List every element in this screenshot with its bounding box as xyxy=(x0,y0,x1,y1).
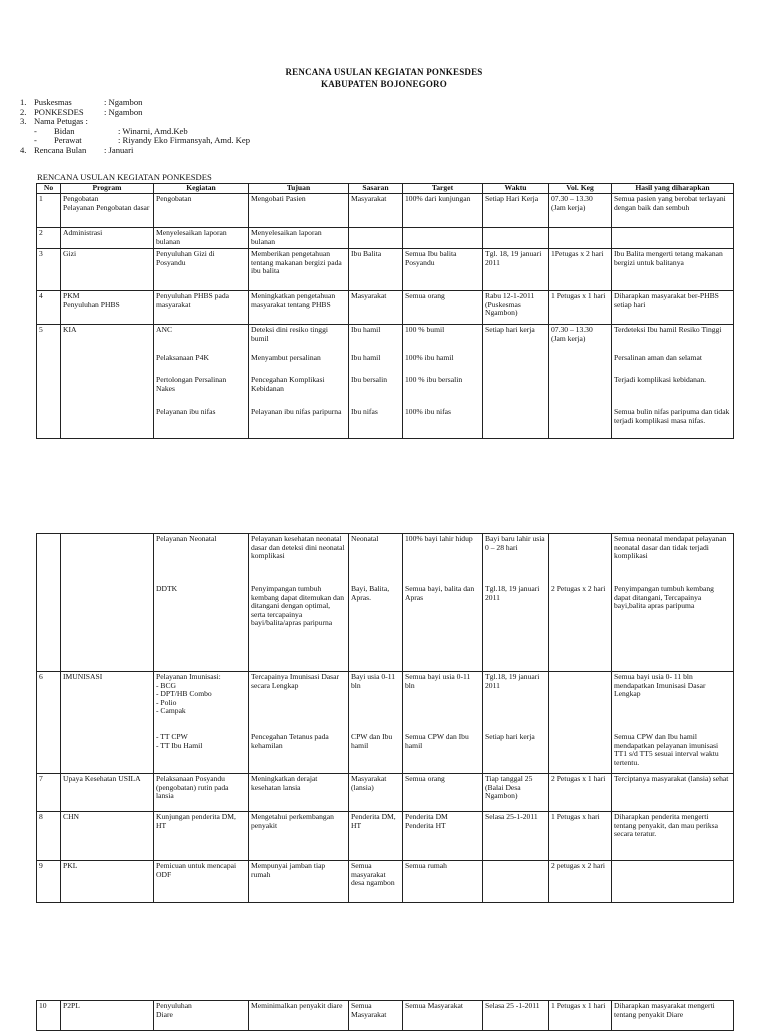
header-kegiatan: Kegiatan xyxy=(154,184,249,194)
cell-text: CPW dan Ibu hamil xyxy=(351,732,393,750)
cell-target xyxy=(403,672,483,774)
cell-text: Semua orang xyxy=(405,774,445,783)
cell-tujuan xyxy=(249,291,349,325)
cell-program xyxy=(61,534,154,672)
header-no: No xyxy=(37,184,61,194)
cell-hasil xyxy=(612,291,734,325)
cell-text: - DPT/HB Combo xyxy=(156,689,212,699)
cell-text: 100% ibu hamil xyxy=(405,353,454,362)
cell-text: - Campak xyxy=(156,706,186,716)
cell-no xyxy=(37,249,61,291)
cell-text: Penyuluhan xyxy=(156,1001,192,1010)
cell-vol xyxy=(549,534,612,672)
cell-text: Ibu bersalin xyxy=(351,375,388,384)
cell-text: Penyuluhan PHBS xyxy=(63,299,120,309)
cell-text: Penyuluhan Gizi di Posyandu xyxy=(156,249,215,267)
header-vol: Vol. Keg xyxy=(549,184,612,194)
cell-sasaran xyxy=(349,194,403,228)
cell-tujuan xyxy=(249,325,349,439)
cell-hasil xyxy=(612,861,734,903)
table-row xyxy=(37,1001,734,1031)
cell-text: Semua CPW dan Ibu hamil mendapatkan pelayanan imunisasi TT1 s/d TT5 sesuai interval waktu tertentu. xyxy=(614,732,719,767)
cell-waktu xyxy=(483,812,549,861)
cell-vol xyxy=(549,861,612,903)
cell-program xyxy=(61,1001,154,1031)
cell-text: Semua bayi usia 0-11 bln xyxy=(405,672,471,690)
cell-hasil xyxy=(612,228,734,249)
cell-text: Administrasi xyxy=(63,228,103,237)
cell-text: Ibu hamil xyxy=(351,353,381,362)
cell-waktu xyxy=(483,228,549,249)
cell-text: Semua bayi usia 0- 11 bln mendapatkan Imunisasi Dasar Lengkap xyxy=(614,672,706,699)
cell-program xyxy=(61,194,154,228)
cell-sasaran xyxy=(349,861,403,903)
title-line-1: RENCANA USULAN KEGIATAN PONKESDES xyxy=(285,67,483,77)
cell-text: PKL xyxy=(63,861,78,870)
cell-text: 2 petugas x 2 hari xyxy=(551,861,605,870)
cell-text: Masyarakat xyxy=(351,194,387,203)
cell-text: Masyarakat xyxy=(351,291,387,300)
cell-kegiatan xyxy=(154,812,249,861)
cell-text: Setiap Hari Kerja xyxy=(485,194,539,203)
cell-text: Mempunyai jamban tiap rumah xyxy=(251,861,326,879)
cell-text: Meminimalkan penyakit diare xyxy=(251,1001,343,1010)
cell-text: 1 Petugas x 1 hari xyxy=(551,1001,606,1010)
cell-text: Deteksi dini resiko tinggi bumil xyxy=(251,325,328,343)
cell-text: 8 xyxy=(39,812,43,821)
cell-text: Memberikan pengetahuan tentang makanan bergizi pada ibu balita xyxy=(251,249,342,276)
cell-text: 2 Petugas x 1 hari xyxy=(551,774,606,783)
cell-vol xyxy=(549,291,612,325)
cell-text: Semua bulin nifas paripuma dan tidak terjadi komplikasi masa nifas. xyxy=(614,407,730,425)
cell-vol xyxy=(549,812,612,861)
cell-text: 7 xyxy=(39,774,43,783)
cell-text: Semua Ibu balita Posyandu xyxy=(405,249,457,267)
cell-program xyxy=(61,774,154,812)
cell-text: Bayi baru lahir usia 0 – 28 hari xyxy=(485,534,545,552)
cell-sasaran xyxy=(349,228,403,249)
cell-text: Upaya Kesehatan USILA xyxy=(63,774,141,783)
cell-waktu xyxy=(483,774,549,812)
cell-target xyxy=(403,1001,483,1031)
cell-waktu xyxy=(483,249,549,291)
cell-text: Penyuluhan PHBS pada masyarakat xyxy=(156,291,229,309)
table-row xyxy=(37,812,734,861)
cell-vol xyxy=(549,194,612,228)
header-waktu: Waktu xyxy=(483,184,549,194)
cell-text: Pengobatan xyxy=(63,194,99,203)
cell-text: Masyarakat (lansia) xyxy=(351,774,387,792)
cell-waktu xyxy=(483,291,549,325)
cell-vol xyxy=(549,325,612,439)
cell-text: Selasa 25-1-2011 xyxy=(485,812,538,821)
info-petugas-row: - Bidan : Winarni, Amd.Keb xyxy=(34,125,188,136)
cell-text: Tercapainya Imunisasi Dasar secara Lengkap xyxy=(251,672,340,690)
cell-text: 07.30 – 13.30 (Jam kerja) xyxy=(551,194,593,212)
cell-kegiatan xyxy=(154,672,249,774)
info-block xyxy=(20,98,250,155)
cell-text: 4 xyxy=(39,291,43,300)
cell-text: Diare xyxy=(156,1009,173,1019)
cell-text: 1 xyxy=(39,194,43,203)
cell-text: Semua masyarakat desa ngambon xyxy=(351,861,395,888)
cell-text: Menyambut persalinan xyxy=(251,353,321,362)
activity-table-part-2 xyxy=(36,533,734,903)
cell-text: PKM xyxy=(63,291,80,300)
cell-text: Bayi, Balita, Apras. xyxy=(351,584,390,602)
cell-text: Pencegahan Tetanus pada kehamilan xyxy=(251,732,329,750)
cell-text: Ibu Balita mengerti tetang makanan bergizi untuk balitanya xyxy=(614,249,723,267)
cell-tujuan xyxy=(249,672,349,774)
cell-text: 3 xyxy=(39,249,43,258)
table-row xyxy=(37,228,734,249)
cell-text: 1 Petugas x 1 hari xyxy=(551,291,606,300)
cell-text: P2PL xyxy=(63,1001,80,1010)
cell-no xyxy=(37,194,61,228)
cell-text: KIA xyxy=(63,325,77,334)
cell-target xyxy=(403,325,483,439)
cell-program xyxy=(61,325,154,439)
cell-hasil xyxy=(612,534,734,672)
cell-text: Semua orang xyxy=(405,291,445,300)
cell-vol xyxy=(549,228,612,249)
info-petugas-row: - Perawat : Riyandy Eko Firmansyah, Amd. Kep xyxy=(34,135,250,145)
cell-hasil xyxy=(612,812,734,861)
table-row xyxy=(37,194,734,228)
table-row xyxy=(37,534,734,672)
cell-text: Penderita HT xyxy=(405,820,446,830)
cell-text: 1 Petugas x hari xyxy=(551,812,600,821)
cell-text: 1Petugas x 2 hari xyxy=(551,249,604,258)
cell-text: 5 xyxy=(39,325,43,334)
cell-vol xyxy=(549,1001,612,1031)
cell-kegiatan xyxy=(154,861,249,903)
cell-text: 07.30 – 13.30 (Jam kerja) xyxy=(551,325,593,343)
cell-kegiatan xyxy=(154,774,249,812)
table-row xyxy=(37,249,734,291)
cell-text: Tgl.18, 19 januari 2011 xyxy=(485,672,540,690)
cell-sasaran xyxy=(349,534,403,672)
cell-text: Pemicuan untuk mencapai ODF xyxy=(156,861,237,879)
cell-sasaran xyxy=(349,774,403,812)
cell-vol xyxy=(549,774,612,812)
cell-program xyxy=(61,812,154,861)
cell-tujuan xyxy=(249,534,349,672)
header-target: Target xyxy=(403,184,483,194)
cell-text: Semua rumah xyxy=(405,861,447,870)
cell-text: Setiap hari kerja xyxy=(485,732,535,741)
info-row: 2. PONKESDES : Ngambon xyxy=(20,106,143,117)
cell-text: 6 xyxy=(39,672,43,681)
header-program: Program xyxy=(61,184,154,194)
cell-kegiatan xyxy=(154,1001,249,1031)
cell-hasil xyxy=(612,249,734,291)
header-tujuan: Tujuan xyxy=(249,184,349,194)
cell-tujuan xyxy=(249,812,349,861)
cell-text: Menyelesaikan laporan bulanan xyxy=(156,228,227,246)
table-row xyxy=(37,861,734,903)
cell-text: Penderita DM, HT xyxy=(351,812,396,830)
cell-sasaran xyxy=(349,812,403,861)
cell-text: Tgl. 18, 19 januari 2011 xyxy=(485,249,542,267)
cell-text: CHN xyxy=(63,812,80,821)
cell-text: Pelayanan ibu nifas paripurna xyxy=(251,407,342,416)
cell-no xyxy=(37,1001,61,1031)
document-title xyxy=(0,66,768,90)
cell-text: Terciptanya masyarakat (lansia) sehat xyxy=(614,774,729,783)
cell-no xyxy=(37,861,61,903)
cell-text: Ibu nifas xyxy=(351,407,378,416)
cell-text: Pelayanan ibu nifas xyxy=(156,407,216,416)
cell-waktu xyxy=(483,534,549,672)
cell-text: - Polio xyxy=(156,697,177,707)
cell-text: Menyelesaikan laporan bulanan xyxy=(251,228,322,246)
cell-no xyxy=(37,325,61,439)
cell-text: Semua pasien yang berobat terlayani dengan baik dan sembuh xyxy=(614,194,726,212)
activity-table-part-3 xyxy=(36,1000,734,1031)
cell-text: Diharapkan masyarakat mengerti tentang penyakit Diare xyxy=(614,1001,715,1019)
cell-text: Mengetahui perkembangan penyakit xyxy=(251,812,334,830)
cell-kegiatan xyxy=(154,249,249,291)
cell-tujuan xyxy=(249,194,349,228)
cell-text: Rabu 12-1-2011 (Puskesmas Ngambon) xyxy=(485,291,535,318)
cell-text: Diharapkan masyarakat ber-PHBS setiap hari xyxy=(614,291,719,309)
cell-sasaran xyxy=(349,291,403,325)
cell-text: Semua Masyarakat xyxy=(405,1001,463,1010)
header-sasaran: Sasaran xyxy=(349,184,403,194)
cell-text: Pelaksanaan Posyandu (pengobatan) rutin pada lansia xyxy=(156,774,229,801)
cell-text: Terdeteksi Ibu hamil Resiko Tinggi xyxy=(614,325,722,334)
cell-target xyxy=(403,812,483,861)
table-row xyxy=(37,774,734,812)
cell-no xyxy=(37,291,61,325)
cell-target xyxy=(403,249,483,291)
cell-text: Ibu hamil xyxy=(351,325,381,334)
cell-hasil xyxy=(612,1001,734,1031)
cell-text: Gizi xyxy=(63,249,77,258)
table-row xyxy=(37,672,734,774)
table-row xyxy=(37,325,734,439)
cell-target xyxy=(403,774,483,812)
cell-tujuan xyxy=(249,774,349,812)
cell-text: Meningkatkan pengetahuan masyarakat tentang PHBS xyxy=(251,291,336,309)
cell-text: Ibu Balita xyxy=(351,249,382,258)
cell-program xyxy=(61,672,154,774)
cell-text: Semua bayi, balita dan Apras xyxy=(405,584,475,602)
cell-text: Penderita DM xyxy=(405,812,448,821)
cell-hasil xyxy=(612,194,734,228)
cell-waktu xyxy=(483,861,549,903)
cell-tujuan xyxy=(249,228,349,249)
cell-text: 100% bayi lahir hidup xyxy=(405,534,473,543)
cell-tujuan xyxy=(249,1001,349,1031)
cell-program xyxy=(61,249,154,291)
cell-no xyxy=(37,534,61,672)
cell-text: 10 xyxy=(39,1001,47,1010)
cell-text: Semua CPW dan Ibu hamil xyxy=(405,732,469,750)
cell-text: 100% dari kunjungan xyxy=(405,194,471,203)
cell-text: - BCG xyxy=(156,680,177,690)
info-row: 1. Puskesmas : Ngambon xyxy=(20,97,143,107)
info-row: 3. Nama Petugas : xyxy=(20,116,88,126)
cell-target xyxy=(403,228,483,249)
cell-tujuan xyxy=(249,249,349,291)
cell-waktu xyxy=(483,325,549,439)
cell-text: Meningkatkan derajat kesehatan lansia xyxy=(251,774,318,792)
cell-program xyxy=(61,861,154,903)
cell-text: Selasa 25 -1-2011 xyxy=(485,1001,540,1010)
cell-text: Pelayanan Pengobatan dasar xyxy=(63,202,150,212)
cell-text: Tgl.18, 19 januari 2011 xyxy=(485,584,540,602)
cell-program xyxy=(61,228,154,249)
cell-text: Pelayanan Imunisasi: xyxy=(156,672,221,681)
cell-target xyxy=(403,534,483,672)
cell-text: ANC xyxy=(156,325,173,334)
cell-text: Penyimpangan tumbuh kembang dapat ditangani, Tercapainya bayi,balita apras paripuma xyxy=(614,584,714,611)
cell-text: Setiap hari kerja xyxy=(485,325,535,334)
cell-kegiatan xyxy=(154,325,249,439)
cell-text: 9 xyxy=(39,861,43,870)
cell-hasil xyxy=(612,325,734,439)
table-header-row xyxy=(37,184,734,194)
cell-text: - TT CPW xyxy=(156,732,188,741)
cell-text: 100 % ibu bersalin xyxy=(405,375,463,384)
cell-text: Pelayanan Neonatal xyxy=(156,534,217,543)
header-hasil: Hasil yang diharapkan xyxy=(612,184,734,194)
cell-text: Semua neonatal mendapat pelayanan neonatal dasar dan tidak terjadi komplikasi xyxy=(614,534,727,561)
cell-text: Pertolongan Persalinan Nakes xyxy=(156,375,227,393)
cell-tujuan xyxy=(249,861,349,903)
cell-hasil xyxy=(612,672,734,774)
cell-text: Semua Masyarakat xyxy=(351,1001,387,1019)
info-row: 4. Rencana Bulan : Januari xyxy=(20,144,134,155)
cell-text: IMUNISASI xyxy=(63,672,103,681)
cell-hasil xyxy=(612,774,734,812)
cell-text: Bayi usia 0-11 bln xyxy=(351,672,396,690)
cell-text: Pengobatan xyxy=(156,194,192,203)
cell-text: Tiap tanggal 25 (Balai Desa Ngambon) xyxy=(485,774,533,801)
cell-no xyxy=(37,774,61,812)
cell-vol xyxy=(549,672,612,774)
cell-text: 2 xyxy=(39,228,43,237)
cell-kegiatan xyxy=(154,194,249,228)
cell-no xyxy=(37,672,61,774)
section-title: RENCANA USULAN KEGIATAN PONKESDES xyxy=(37,172,212,182)
cell-target xyxy=(403,194,483,228)
cell-text: 2 Petugas x 2 hari xyxy=(551,584,606,593)
cell-waktu xyxy=(483,194,549,228)
cell-sasaran xyxy=(349,1001,403,1031)
cell-text: Diharapkan penderita mengerti tentang penyakit, dan mau periksa secara teratur. xyxy=(614,812,718,839)
cell-target xyxy=(403,291,483,325)
cell-kegiatan xyxy=(154,228,249,249)
cell-text: Terjadi komplikasi kebidanan. xyxy=(614,375,707,384)
cell-text: Mengobati Pasien xyxy=(251,194,306,203)
cell-program xyxy=(61,291,154,325)
cell-text: - TT Ibu Hamil xyxy=(156,740,203,750)
activity-table-part-1 xyxy=(36,183,734,439)
cell-sasaran xyxy=(349,249,403,291)
cell-text: Neonatal xyxy=(351,534,379,543)
cell-no xyxy=(37,228,61,249)
cell-sasaran xyxy=(349,672,403,774)
cell-waktu xyxy=(483,1001,549,1031)
cell-text: Pelaksanaan P4K xyxy=(156,353,209,362)
cell-waktu xyxy=(483,672,549,774)
cell-text: 100% ibu nifas xyxy=(405,407,451,416)
cell-text: Pelayanan kesehatan neonatal dasar dan deteksi dini neonatal komplikasi xyxy=(251,534,345,561)
cell-text: Pencegahan Komplikasi Kebidanan xyxy=(251,375,325,393)
cell-text: Kunjungan penderita DM, HT xyxy=(156,812,236,830)
cell-text: 100 % bumil xyxy=(405,325,445,334)
cell-text: Penyimpangan tumbuh kembang dapat ditemukan dan ditangani dengan optimal, serta tercapainya bayi/balita/apras paripurna xyxy=(251,584,344,628)
table-row xyxy=(37,291,734,325)
cell-text: Persalinan aman dan selamat xyxy=(614,353,702,362)
title-line-2: KABUPATEN BOJONEGORO xyxy=(321,79,447,89)
cell-kegiatan xyxy=(154,534,249,672)
cell-no xyxy=(37,812,61,861)
cell-sasaran xyxy=(349,325,403,439)
cell-vol xyxy=(549,249,612,291)
cell-kegiatan xyxy=(154,291,249,325)
cell-target xyxy=(403,861,483,903)
cell-text: DDTK xyxy=(156,584,178,593)
